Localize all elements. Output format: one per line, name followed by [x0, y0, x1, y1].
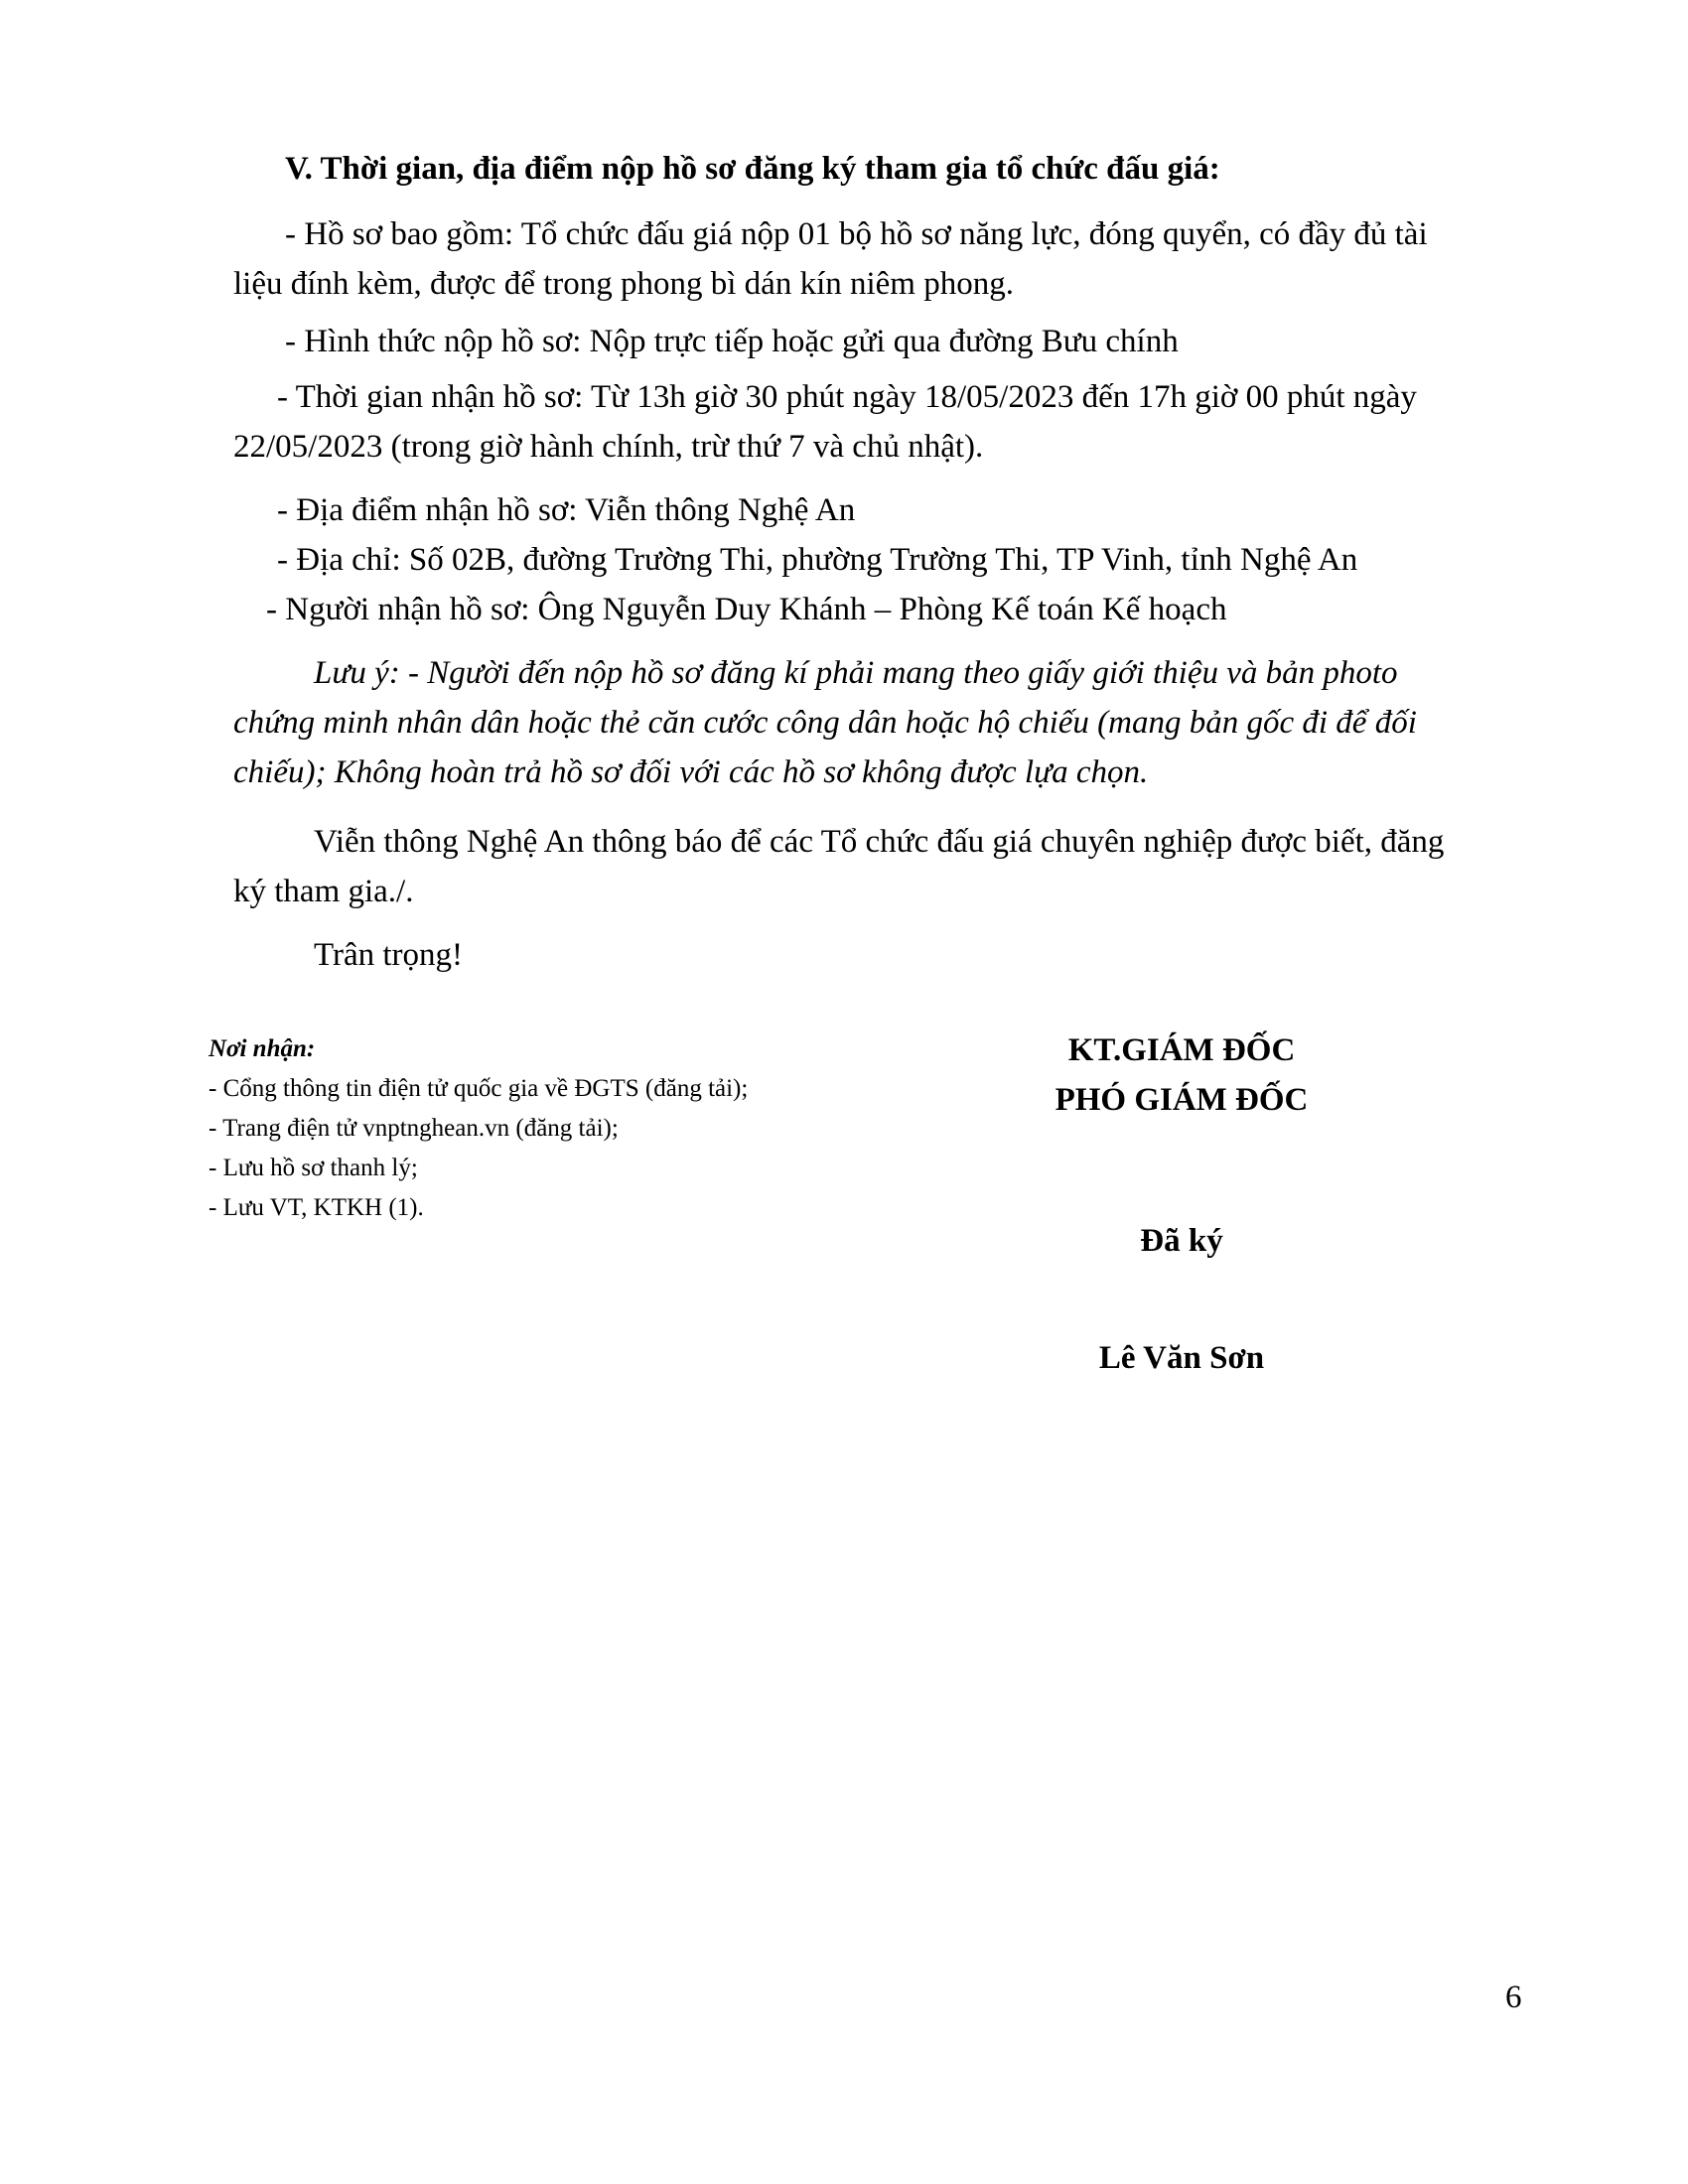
signature-title-2: PHÓ GIÁM ĐỐC: [1055, 1082, 1309, 1118]
signed-mark: Đã ký: [1140, 1223, 1223, 1259]
recipient-item: - Lưu hồ sơ thanh lý;: [209, 1155, 418, 1181]
recipient-item: - Lưu VT, KTKH (1).: [209, 1194, 424, 1221]
thong-bao-line-2: ký tham gia./.: [233, 874, 414, 909]
ho-so-bao-gom-line-1: - Hồ sơ bao gồm: Tổ chức đấu giá nộp 01 bộ hồ sơ năng lực, đóng quyển, có đầy đủ tài: [285, 216, 1428, 252]
tran-trong: Trân trọng!: [314, 937, 464, 973]
recipient-item: - Trang điện tử vnptnghean.vn (đăng tải);: [209, 1115, 619, 1142]
recipient-item: - Cổng thông tin điện tử quốc gia về ĐGTS (đăng tải);: [209, 1075, 749, 1102]
page-number: 6: [1505, 1979, 1522, 2015]
ho-so-bao-gom-line-2: liệu đính kèm, được để trong phong bì dán kín niêm phong.: [233, 266, 1014, 302]
thong-bao-line-1: Viễn thông Nghệ An thông báo để các Tổ chức đấu giá chuyên nghiệp được biết, đăng: [314, 824, 1445, 860]
dia-chi: - Địa chỉ: Số 02B, đường Trường Thi, phường Trường Thi, TP Vinh, tỉnh Nghệ An: [277, 542, 1358, 578]
section-heading: V. Thời gian, địa điểm nộp hồ sơ đăng ký tham gia tổ chức đấu giá:: [285, 151, 1220, 187]
recipients-title: Nơi nhận:: [209, 1035, 316, 1062]
luu-y-line-1: Lưu ý: - Người đến nộp hồ sơ đăng kí phải mang theo giấy giới thiệu và bản photo: [314, 655, 1398, 691]
nguoi-nhan: - Người nhận hồ sơ: Ông Nguyễn Duy Khánh – Phòng Kế toán Kế hoạch: [266, 592, 1227, 627]
luu-y-line-3: chiếu); Không hoàn trả hồ sơ đối với các hồ sơ không được lựa chọn.: [233, 754, 1149, 790]
dia-diem: - Địa điểm nhận hồ sơ: Viễn thông Nghệ An: [277, 492, 856, 528]
hinh-thuc-nop: - Hình thức nộp hồ sơ: Nộp trực tiếp hoặc gửi qua đường Bưu chính: [285, 324, 1179, 359]
thoi-gian-line-1: - Thời gian nhận hồ sơ: Từ 13h giờ 30 phút ngày 18/05/2023 đến 17h giờ 00 phút ngày: [277, 379, 1417, 415]
luu-y-line-2: chứng minh nhân dân hoặc thẻ căn cước công dân hoặc hộ chiếu (mang bản gốc đi để đối: [233, 705, 1417, 741]
thoi-gian-line-2: 22/05/2023 (trong giờ hành chính, trừ thứ 7 và chủ nhật).: [233, 429, 984, 465]
signer-name: Lê Văn Sơn: [1098, 1340, 1265, 1376]
signature-title-1: KT.GIÁM ĐỐC: [1067, 1032, 1296, 1068]
